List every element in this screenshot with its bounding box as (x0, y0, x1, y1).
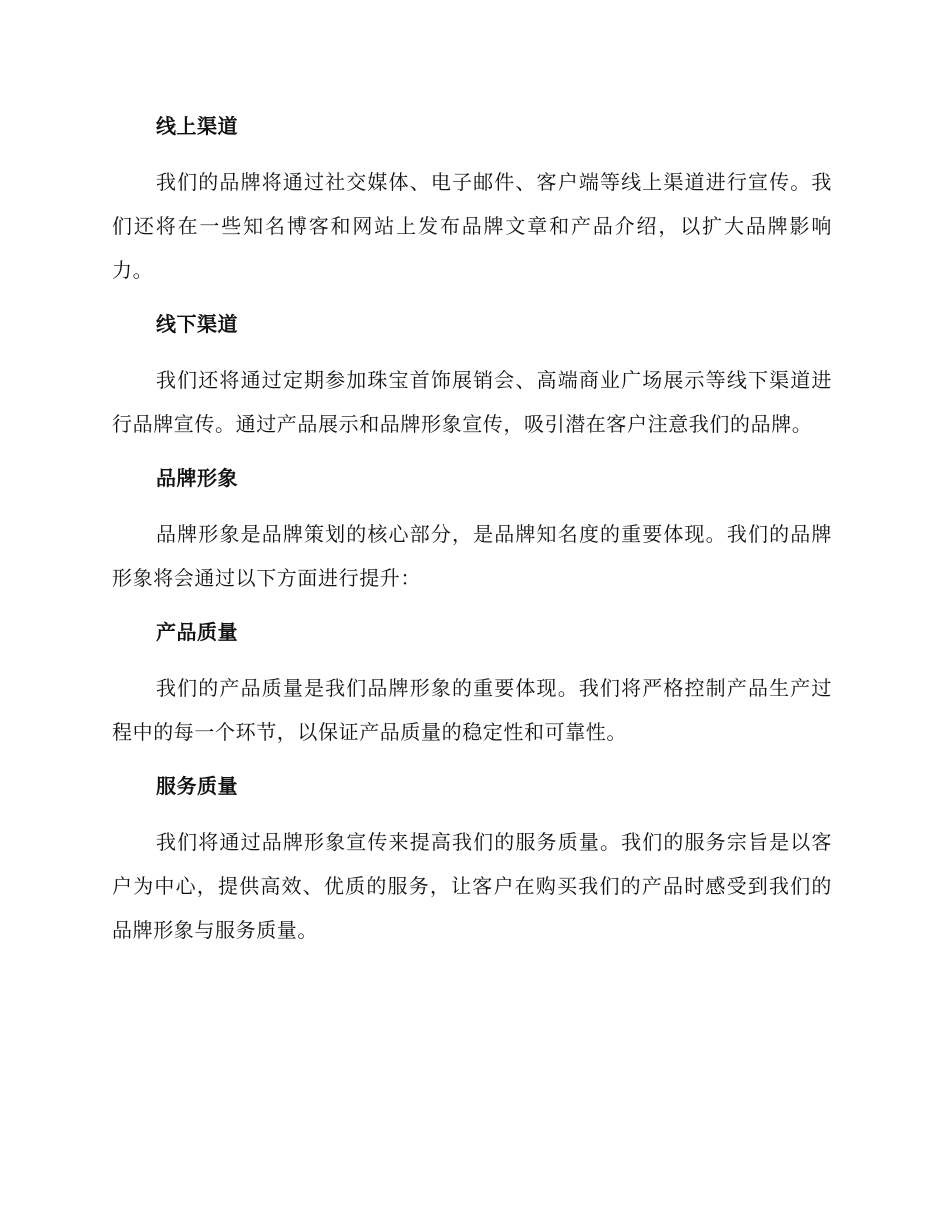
section-product-quality (112, 610, 832, 754)
section-heading: 线上渠道 (156, 114, 238, 138)
section-paragraph: 我们的品牌将通过社交媒体、电子邮件、客户端等线上渠道进行宣传。我们还将在一些知名博客和网站上发布品牌文章和产品介绍，以扩大品牌影响力。 (112, 170, 832, 282)
document-content (112, 104, 832, 962)
section-heading: 品牌形象 (156, 466, 238, 490)
section-online-channels (112, 104, 832, 292)
section-paragraph: 我们的产品质量是我们品牌形象的重要体现。我们将严格控制产品生产过程中的每一个环节，以保证产品质量的稳定性和可靠性。 (112, 676, 832, 744)
section-service-quality (112, 764, 832, 952)
section-heading: 线下渠道 (156, 312, 238, 336)
section-paragraph: 我们将通过品牌形象宣传来提高我们的服务质量。我们的服务宗旨是以客户为中心，提供高效、优质的服务，让客户在购买我们的产品时感受到我们的品牌形象与服务质量。 (112, 830, 832, 942)
section-paragraph: 我们还将通过定期参加珠宝首饰展销会、高端商业广场展示等线下渠道进行品牌宣传。通过产品展示和品牌形象宣传，吸引潜在客户注意我们的品牌。 (112, 368, 832, 436)
section-heading: 产品质量 (156, 620, 238, 644)
section-paragraph: 品牌形象是品牌策划的核心部分，是品牌知名度的重要体现。我们的品牌形象将会通过以下方面进行提升： (112, 522, 832, 590)
section-brand-image (112, 456, 832, 600)
section-heading: 服务质量 (156, 774, 238, 798)
section-offline-channels (112, 302, 832, 446)
